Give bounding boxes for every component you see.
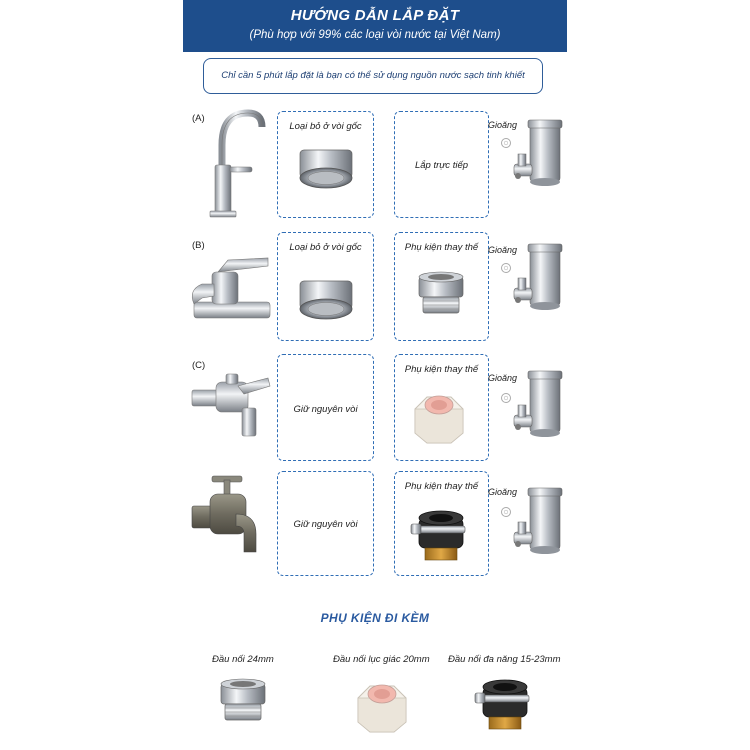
step2-box-c bbox=[394, 354, 489, 461]
gasket-label-a: Gioăng bbox=[488, 120, 518, 130]
gasket-d-image bbox=[506, 512, 507, 513]
gasket-label-c: Gioăng bbox=[488, 373, 518, 383]
filter-c-image bbox=[520, 375, 521, 376]
step1-box-a bbox=[277, 111, 374, 218]
step1-box-b bbox=[277, 232, 374, 341]
gasket-label-d: Gioăng bbox=[488, 487, 518, 497]
page-subtitle: (Phù hợp với 99% các loại vòi nước tại Việt Nam) bbox=[249, 29, 501, 41]
gasket-a-image bbox=[506, 143, 507, 144]
step2-box-a bbox=[394, 111, 489, 218]
hex-adapter-c-image bbox=[439, 417, 440, 418]
step2-label-d: Phụ kiện thay thế bbox=[404, 481, 479, 492]
step1-label-a: Loại bỏ ở vòi gốc bbox=[289, 121, 362, 132]
page-title: HƯỚNG DẪN LẮP ĐẶT bbox=[290, 7, 460, 24]
intro-note: Chỉ cần 5 phút lắp đặt là bạn có thể sử dụng nguồn nước sạch tinh khiết bbox=[203, 58, 543, 94]
step2-box-b bbox=[394, 232, 489, 341]
step1-box-d bbox=[277, 471, 374, 576]
faucet-c-image bbox=[192, 372, 272, 442]
step1-label-d: Giữ nguyên vòi bbox=[293, 519, 358, 530]
gasket-c-image bbox=[506, 398, 507, 399]
accessory-label-1: Đầu nối 24mm bbox=[212, 654, 274, 665]
accessory-label-3: Đầu nối đa năng 15-23mm bbox=[448, 654, 561, 665]
filter-a-image bbox=[520, 124, 521, 125]
row-label-c: (C) bbox=[192, 360, 206, 371]
step2-label-c: Phụ kiện thay thế bbox=[404, 364, 479, 375]
faucet-b-image bbox=[188, 250, 273, 325]
step1-box-c bbox=[277, 354, 374, 461]
accessory-adapter-24mm-image bbox=[243, 700, 244, 701]
row-label-b: (B) bbox=[192, 240, 205, 251]
rubber-adapter-d-image bbox=[441, 536, 442, 537]
step1-label-b: Loại bỏ ở vòi gốc bbox=[289, 242, 362, 253]
row-label-a: (A) bbox=[192, 113, 205, 124]
step2-label-b: Phụ kiện thay thế bbox=[404, 242, 479, 253]
accessory-label-2: Đầu nối lục giác 20mm bbox=[333, 654, 430, 665]
aerator-b-image bbox=[326, 295, 327, 296]
faucet-a-image bbox=[200, 105, 270, 220]
filter-d-image bbox=[520, 492, 521, 493]
gasket-label-b: Gioăng bbox=[488, 245, 518, 255]
aerator-image bbox=[326, 164, 327, 165]
filter-b-image bbox=[520, 248, 521, 249]
step1-label-c: Giữ nguyên vòi bbox=[293, 404, 358, 415]
step2-box-d bbox=[394, 471, 489, 576]
step2-label-a: Lắp trực tiếp bbox=[414, 160, 469, 171]
accessory-rubber-15-23mm-image bbox=[505, 705, 506, 706]
faucet-d-image bbox=[192, 474, 272, 556]
gasket-b-image bbox=[506, 268, 507, 269]
adapter-b-image bbox=[441, 293, 442, 294]
header-banner bbox=[183, 0, 567, 52]
accessory-hex-20mm-image bbox=[382, 706, 383, 707]
accessories-title: PHỤ KIỆN ĐI KÈM bbox=[320, 611, 430, 625]
